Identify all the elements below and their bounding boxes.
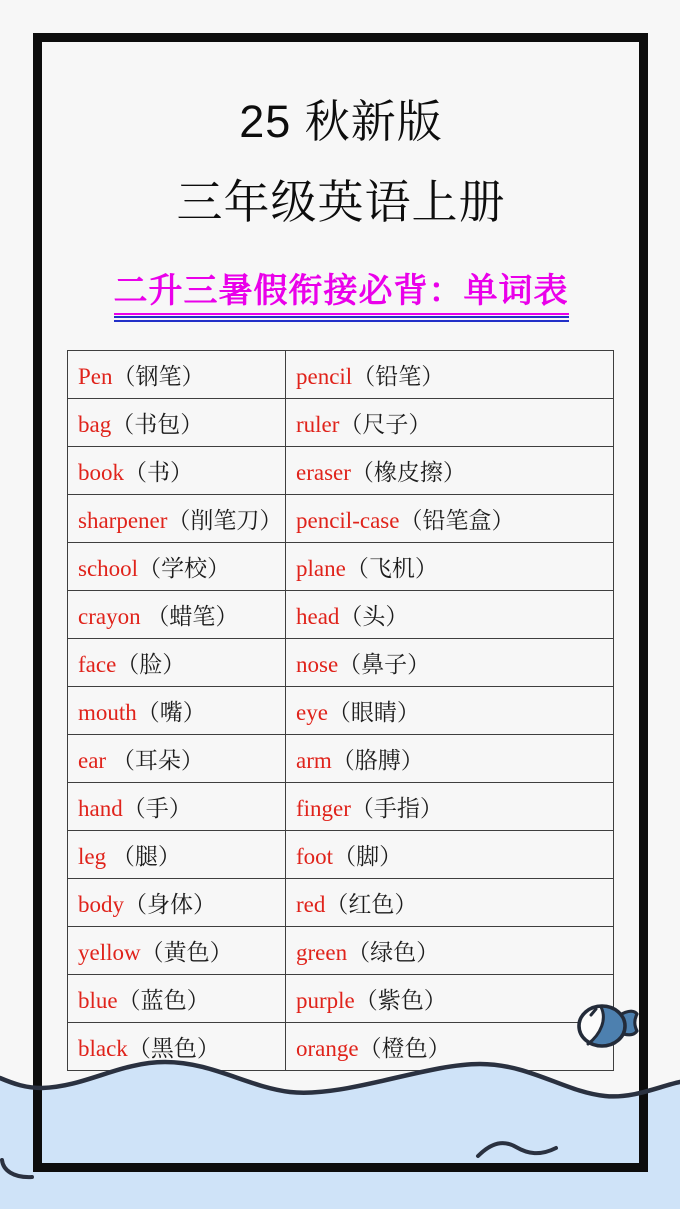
english-word: red [296, 892, 326, 917]
chinese-meaning: （学校） [138, 556, 231, 581]
english-word: hand [78, 796, 123, 821]
chinese-meaning: （紫色） [354, 988, 447, 1013]
table-row [68, 687, 614, 735]
english-word: eye [296, 700, 328, 725]
chinese-meaning: （胳膊） [331, 748, 424, 773]
subtitle-underline [114, 263, 569, 322]
chinese-meaning: （手） [122, 796, 192, 821]
chinese-meaning: （腿） [106, 844, 181, 869]
chinese-meaning: （铅笔） [352, 364, 445, 389]
vocab-cell [286, 639, 614, 687]
vocab-cell [286, 351, 614, 399]
shore-curve-icon [2, 1160, 32, 1177]
chinese-meaning: （黑色） [127, 1036, 220, 1061]
table-row [68, 1023, 614, 1071]
vocab-cell [68, 735, 286, 783]
chinese-meaning: （绿色） [347, 940, 440, 965]
chinese-meaning: （蜡笔） [140, 604, 239, 629]
chinese-meaning: （铅笔盒） [399, 508, 515, 533]
vocab-cell [68, 975, 286, 1023]
english-word: ear [78, 748, 107, 773]
vocab-cell [286, 975, 614, 1023]
chinese-meaning: （尺子） [339, 412, 432, 437]
english-word: sharpener [78, 508, 168, 533]
chinese-meaning: （手指） [350, 796, 443, 821]
chinese-meaning: （红色） [325, 892, 418, 917]
table-row [68, 591, 614, 639]
vocabulary-table [67, 350, 614, 1071]
english-word: bag [78, 412, 112, 437]
subtitle-wrap [43, 263, 639, 322]
vocab-cell [286, 399, 614, 447]
vocab-cell [286, 927, 614, 975]
table-row [68, 735, 614, 783]
english-word: black [78, 1036, 128, 1061]
chinese-meaning: （嘴） [136, 700, 206, 725]
vocab-cell [286, 1023, 614, 1071]
english-word: face [78, 652, 117, 677]
table-row [68, 927, 614, 975]
vocab-cell [68, 879, 286, 927]
chinese-meaning: （蓝色） [117, 988, 210, 1013]
english-word: Pen [78, 364, 113, 389]
english-word: pencil-case [296, 508, 400, 533]
english-word: leg [78, 844, 107, 869]
table-row [68, 399, 614, 447]
vocab-cell [68, 1023, 286, 1071]
vocab-cell [286, 495, 614, 543]
english-word: arm [296, 748, 332, 773]
english-word: eraser [296, 460, 351, 485]
english-word: crayon [78, 604, 141, 629]
vocab-cell [68, 399, 286, 447]
vocab-cell [286, 879, 614, 927]
vocab-cell [68, 687, 286, 735]
vocab-cell [68, 927, 286, 975]
chinese-meaning: （黄色） [140, 940, 233, 965]
table-row [68, 783, 614, 831]
english-word: nose [296, 652, 339, 677]
page-title-line1: 25 秋新版 [239, 96, 443, 147]
page-subtitle: 二升三暑假衔接必背：单词表 [114, 263, 569, 315]
chinese-meaning: （橙色） [358, 1036, 451, 1061]
table-row [68, 975, 614, 1023]
chinese-meaning: （橡皮擦） [350, 460, 466, 485]
table-row [68, 543, 614, 591]
chinese-meaning: （耳朵） [106, 748, 204, 773]
chinese-meaning: （飞机） [345, 556, 438, 581]
english-word: school [78, 556, 139, 581]
table-row [68, 879, 614, 927]
chinese-meaning: （书） [124, 460, 193, 485]
vocab-cell [68, 639, 286, 687]
vocab-cell [286, 831, 614, 879]
water-squiggle-icon [478, 1143, 556, 1156]
table-row [68, 831, 614, 879]
chinese-meaning: （钢笔） [112, 364, 205, 389]
table-row [68, 447, 614, 495]
english-word: body [78, 892, 124, 917]
english-word: orange [296, 1036, 359, 1061]
chinese-meaning: （头） [339, 604, 409, 629]
english-word: pencil [296, 364, 353, 389]
english-word: purple [296, 988, 355, 1013]
vocab-cell [68, 783, 286, 831]
vocab-cell [68, 447, 286, 495]
english-word: finger [296, 796, 351, 821]
chinese-meaning: （脸） [116, 652, 186, 677]
english-word: foot [296, 844, 334, 869]
vocab-cell [68, 591, 286, 639]
chinese-meaning: （书包） [111, 412, 204, 437]
english-word: yellow [78, 940, 141, 965]
vocab-cell [68, 351, 286, 399]
vocab-cell [286, 783, 614, 831]
vocab-cell [68, 543, 286, 591]
table-row [68, 351, 614, 399]
vocab-table-body [68, 351, 614, 1071]
vocab-cell [68, 831, 286, 879]
english-word: head [296, 604, 340, 629]
chinese-meaning: （鼻子） [338, 652, 431, 677]
english-word: plane [296, 556, 346, 581]
chinese-meaning: （削笔刀） [167, 508, 283, 533]
chinese-meaning: （身体） [124, 892, 216, 917]
vocab-cell [286, 591, 614, 639]
chinese-meaning: （脚） [333, 844, 403, 869]
vocab-cell [286, 687, 614, 735]
table-row [68, 639, 614, 687]
english-word: mouth [78, 700, 137, 725]
english-word: blue [78, 988, 118, 1013]
page-title-line2: 三年级英语上册 [176, 176, 506, 228]
vocab-cell [286, 447, 614, 495]
english-word: book [78, 460, 124, 485]
chinese-meaning: （眼睛） [327, 700, 420, 725]
table-row [68, 495, 614, 543]
vocab-cell [286, 735, 614, 783]
vocab-cell [286, 543, 614, 591]
vocab-cell [68, 495, 286, 543]
english-word: green [296, 940, 348, 965]
english-word: ruler [296, 412, 340, 437]
